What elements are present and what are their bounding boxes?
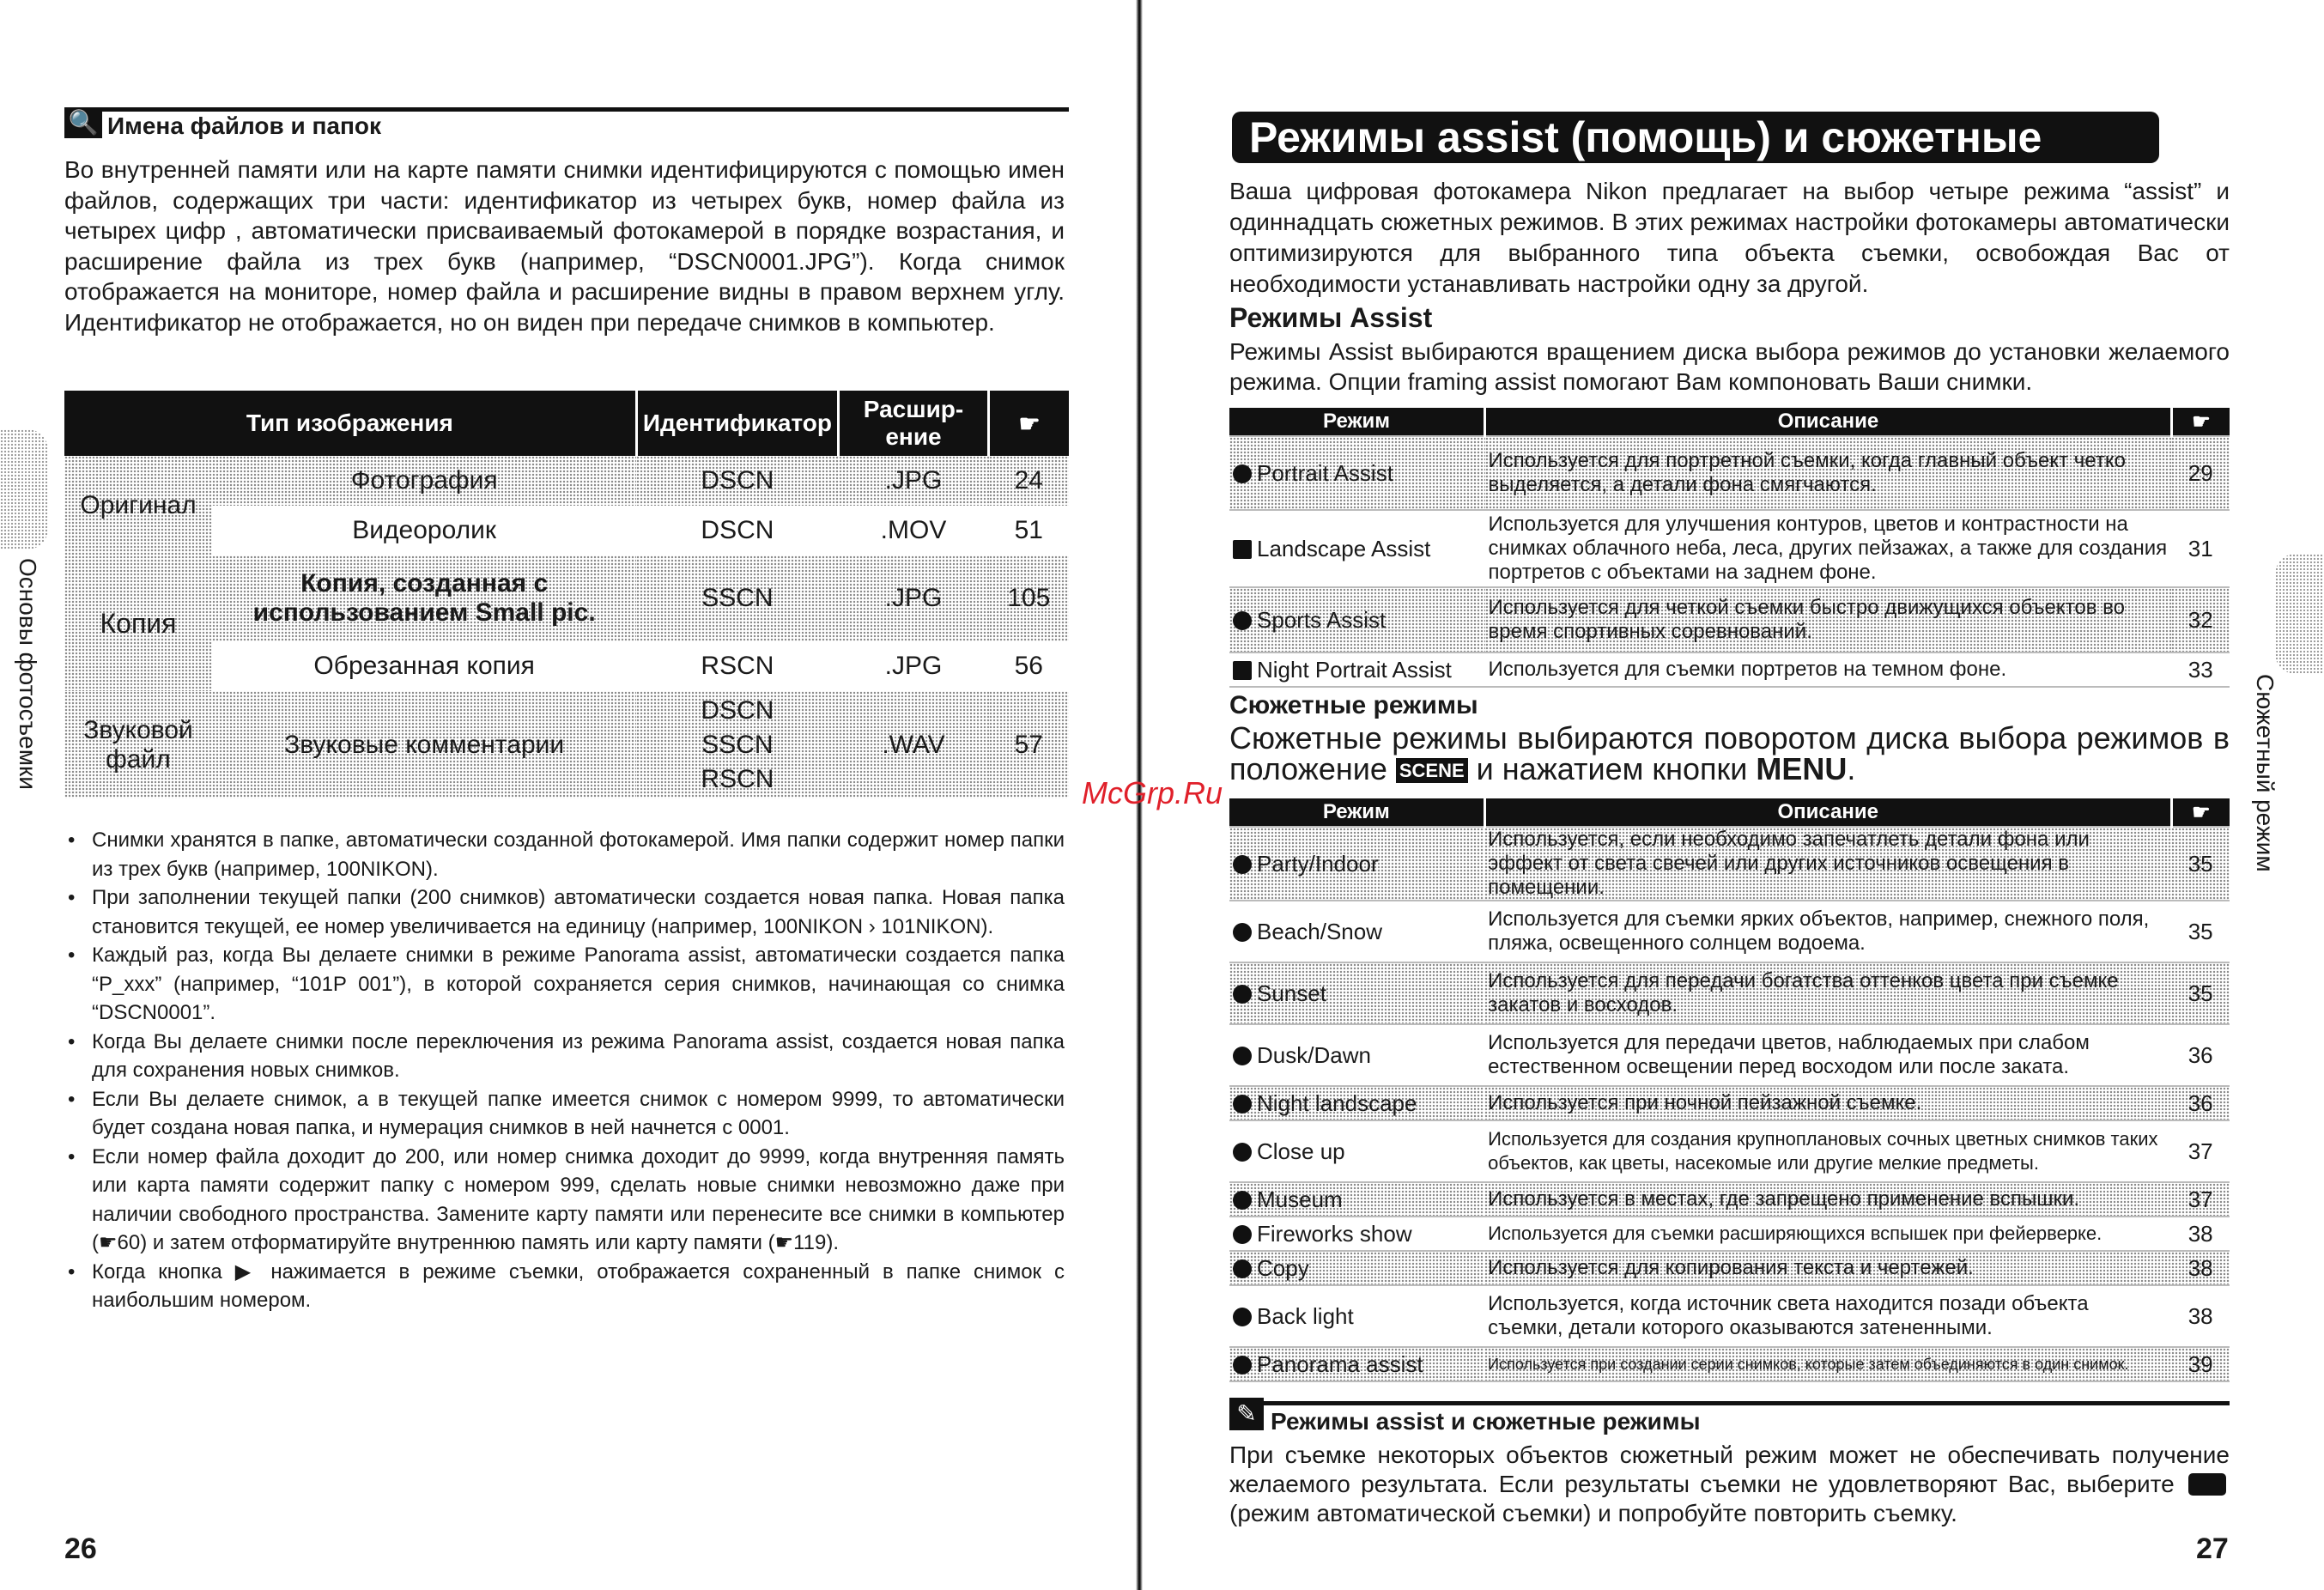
table-row xyxy=(1229,652,2230,687)
mode-name: Close up xyxy=(1257,1138,1345,1164)
scene-description xyxy=(1229,720,2230,786)
table-header-row xyxy=(1229,408,2230,436)
table-row xyxy=(1229,436,2230,510)
list-item: • Когда Вы делаете снимки после переключения из режима Panorama assist, создается новая папка для сохранения новых снимков. xyxy=(64,1028,1065,1085)
page-ref: 35 xyxy=(2187,918,2213,944)
list-item: • Если Вы делаете снимок, а в текущей папке имеется снимок с номером 9999, то автоматически будет создана новая папка, и нумерация снимков в ней начнется с 0001. xyxy=(64,1085,1065,1143)
mode-name: Beach/Snow xyxy=(1257,918,1382,944)
group-label: Копия xyxy=(64,555,212,691)
col-header-type: Тип изображения xyxy=(64,391,636,456)
mode-name: Back light xyxy=(1257,1302,1354,1329)
table-row xyxy=(64,506,1069,555)
dusk-dawn-icon xyxy=(1233,1047,1252,1065)
sunset-icon xyxy=(1233,985,1252,1004)
mode-description: Используется для передачи цветов, наблюдаемых при слабом естественном освещении перед восходом или после заката. xyxy=(1488,1031,2090,1078)
mode-description: Используется для съемки расширяющихся вспышек при фейерверке. xyxy=(1488,1223,2103,1244)
table-row xyxy=(1229,1251,2230,1285)
mode-description: Используется в местах, где запрещено применение вспышки. xyxy=(1484,1182,2171,1217)
assist-modes-table xyxy=(1229,408,2230,688)
mode-description: Используется для создания крупноплановых сочных цветных снимков таких объектов, как цветы, насекомые или другие мелкие предметы. xyxy=(1488,1128,2158,1174)
col-header-page: ☛ xyxy=(989,391,1070,456)
table-row xyxy=(1229,901,2230,962)
id-cell: RSCN xyxy=(701,652,774,680)
mode-description: Используется, если необходимо запечатлеть детали фона или эффект от света свечей или других источников освещения в помещении. xyxy=(1484,827,2171,901)
page-cell: 57 xyxy=(989,691,1070,798)
page-number: 27 xyxy=(2196,1532,2229,1565)
ext-cell: .JPG xyxy=(884,652,943,680)
page-ref: 38 xyxy=(2187,1220,2213,1247)
table-row xyxy=(1229,827,2230,901)
table-row xyxy=(1229,1285,2230,1347)
page-ref: 35 xyxy=(2171,827,2230,901)
page-ref: 31 xyxy=(2187,535,2213,561)
table-row xyxy=(64,691,1069,798)
header-rule xyxy=(1229,1401,2230,1405)
thumb-tab xyxy=(0,429,48,549)
scene-heading: Сюжетные режимы xyxy=(1229,691,1478,719)
table-row xyxy=(1229,1120,2230,1182)
note-paragraph xyxy=(1229,1441,2230,1528)
sports-icon xyxy=(1233,611,1252,630)
page-ref: 32 xyxy=(2171,587,2230,652)
table-row xyxy=(1229,587,2230,652)
section-header-file-names xyxy=(64,107,1069,142)
page-ref: 37 xyxy=(2171,1182,2230,1217)
ext-cell: .WAV xyxy=(839,691,989,798)
left-page xyxy=(0,0,1133,1590)
scene-desc-text: и нажатием кнопки xyxy=(1467,751,1757,786)
mode-name: Dusk/Dawn xyxy=(1257,1041,1371,1068)
auto-mode-camera-icon xyxy=(2188,1473,2226,1496)
intro-paragraph: Во внутренней памяти или на карте памяти снимки идентифицируются с помощью имен файлов, содержащих три части: идентификатор из четырех букв, номер файла из четырех цифр , автоматически присваиваемый фотокамерой в порядке возрастания, и расширение файла из трех букв (например, “DSCN0001.JPG”). Когда снимок отображается на мониторе, номер файла и расширение видны в правом верхнем углу. Идентификатор не отображается, но он виден при передаче снимков в компьютер. xyxy=(64,156,1065,336)
page-ref: 29 xyxy=(2171,436,2230,510)
mode-description: Используется при создании серии снимков, которые затем объединяются в один снимок. xyxy=(1484,1347,2171,1381)
mode-name: Portrait Assist xyxy=(1257,459,1393,486)
thumb-tab xyxy=(2275,554,2323,674)
mode-description: Используется для съемки портретов на темном фоне. xyxy=(1488,658,2007,681)
page-number: 26 xyxy=(64,1532,97,1565)
page-ref: 33 xyxy=(2187,656,2213,683)
mode-name: Panorama assist xyxy=(1257,1350,1423,1377)
list-item: • Снимки хранятся в папке, автоматически созданной фотокамерой. Имя папки содержит номер папки из трех букв (например, 100NIKON). xyxy=(64,826,1065,883)
close-up-icon xyxy=(1233,1143,1252,1162)
type-cell: Видеоролик xyxy=(352,516,497,544)
mode-description: Используется для съемки ярких объектов, например, снежного поля, пляжа, освещенного солнцем водоема. xyxy=(1488,907,2150,955)
id-cell: DSCN xyxy=(636,456,838,506)
assist-heading: Режимы Assist xyxy=(1229,302,1433,333)
id-cell: SSCN xyxy=(636,555,838,641)
table-row xyxy=(1229,1347,2230,1381)
page-ref: 36 xyxy=(2187,1041,2213,1068)
mode-name: Sunset xyxy=(1257,980,1326,1006)
col-header-mode: Режим xyxy=(1229,408,1485,436)
mode-description: Используется, когда источник света находится позади объекта съемки, детали которого оказываются затененными. xyxy=(1488,1292,2089,1339)
page-ref: 37 xyxy=(2187,1138,2213,1164)
group-label: Звуковой файл xyxy=(64,691,212,798)
table-row xyxy=(1229,962,2230,1024)
museum-icon xyxy=(1233,1191,1252,1210)
pencil-note-icon: ✎ xyxy=(1229,1398,1264,1430)
mode-name: Museum xyxy=(1257,1186,1343,1212)
page-ref: 39 xyxy=(2171,1347,2230,1381)
table-header-row xyxy=(64,391,1069,456)
mode-name: Fireworks show xyxy=(1257,1220,1412,1247)
mode-description: Используется для передачи богатства оттенков цвета при съемке закатов и восходов. xyxy=(1484,962,2171,1024)
table-row xyxy=(64,456,1069,506)
copy-icon xyxy=(1233,1259,1252,1278)
mode-description: Используется при ночной пейзажной съемке. xyxy=(1484,1086,2171,1120)
page-cell: 51 xyxy=(1014,516,1043,544)
page-ref: 38 xyxy=(2171,1251,2230,1285)
scene-modes-table xyxy=(1229,798,2230,1382)
page-cell: 24 xyxy=(989,456,1070,506)
note-title: Режимы assist и сюжетные режимы xyxy=(1271,1408,1711,1435)
party-icon xyxy=(1233,855,1252,874)
page-ref: 38 xyxy=(2187,1302,2213,1329)
ext-cell: .JPG xyxy=(839,456,989,506)
list-item: • При заполнении текущей папки (200 снимков) автоматически создается новая папка. Новая папка становится текущей, ее номер увеличивается на единицу (например, 100NIKON › 101NIKON). xyxy=(64,883,1065,941)
page-title: Режимы assist (помощь) и сюжетные xyxy=(1232,112,2159,163)
ext-cell: .JPG xyxy=(839,555,989,641)
id-cell: DSCN xyxy=(701,516,774,544)
mode-description: Используется для портретной съемки, когда главный объект четко выделяется, а детали фона смягчаются. xyxy=(1485,436,2172,510)
page-ref: 36 xyxy=(2171,1086,2230,1120)
watermark: McGrp.Ru xyxy=(1082,775,1223,810)
scene-desc-text: Сюжетные режимы выбираются поворотом диска выбора режимов в положение xyxy=(1229,720,2230,786)
night-portrait-icon xyxy=(1233,661,1252,680)
table-row xyxy=(64,641,1069,691)
col-header-mode: Режим xyxy=(1229,798,1484,827)
table-row xyxy=(1229,1086,2230,1120)
scene-mode-badge: SCENE xyxy=(1396,758,1468,783)
panorama-icon xyxy=(1233,1356,1252,1375)
assist-description: Режимы Assist выбираются вращением диска выбора режимов до установки желаемого режима. Опции framing assist помогают Вам компоновать Ваши снимки. xyxy=(1229,338,2230,395)
section-header-note xyxy=(1229,1398,2230,1435)
section-title: Имена файлов и папок xyxy=(107,112,391,140)
note-text: (режим автоматической съемки) и попробуйте повторить съемку. xyxy=(1229,1500,1957,1526)
note-text: При съемке некоторых объектов сюжетный режим может не обеспечивать получение желаемого результата. Если результаты съемки не удовлетворяют Вас, выберите xyxy=(1229,1441,2230,1497)
menu-button-label: MENU xyxy=(1756,751,1848,786)
table-row xyxy=(1229,1024,2230,1086)
page-ref: 35 xyxy=(2171,962,2230,1024)
col-header-page: ☛ xyxy=(2171,798,2230,827)
id-cell: DSCN SSCN RSCN xyxy=(636,691,838,798)
mode-name: Night landscape xyxy=(1257,1089,1417,1116)
col-header-desc: Описание xyxy=(1485,408,2172,436)
table-header-row xyxy=(1229,798,2230,827)
mode-description: Используется для улучшения контуров, цветов и контрастности на снимках облачного неба, леса, других пейзажах, а также для создания портретов с объектами на заднем фоне. xyxy=(1488,513,2168,584)
type-cell: Обрезанная копия xyxy=(313,652,535,680)
list-item: • Когда кнопка ▶ нажимается в режиме съемки, отображается сохраненный в папке снимок с наибольшим номером. xyxy=(64,1258,1065,1315)
mode-name: Sports Assist xyxy=(1257,606,1387,633)
mode-name: Night Portrait Assist xyxy=(1257,656,1452,683)
ext-cell: .MOV xyxy=(880,516,947,544)
side-chapter-label: Сюжетный режим xyxy=(2252,674,2278,872)
col-header-ext: Расшир-ение xyxy=(839,391,989,456)
landscape-icon xyxy=(1233,540,1252,559)
page-cell: 105 xyxy=(989,555,1070,641)
mode-description: Используется для копирования текста и чертежей. xyxy=(1484,1251,2171,1285)
table-row xyxy=(64,555,1069,641)
list-item: • Каждый раз, когда Вы делаете снимки в режиме Panorama assist, автоматически создается папка “P_xxx” (например, “101P 001”), в которой сохраняется серия снимков, начинающая со снимка “DSCN0001”. xyxy=(64,941,1065,1028)
back-light-icon xyxy=(1233,1308,1252,1326)
col-header-id: Идентификатор xyxy=(636,391,838,456)
intro-paragraph: Ваша цифровая фотокамера Nikon предлагает на выбор четыре режима “assist” и одиннадцать сюжетных режимов. В этих режимах настройки фотокамеры автоматически оптимизируются для выбранного типа объекта съемки, освобождая Вас от необходимости устанавливать настройки одну за другой. xyxy=(1229,178,2230,297)
col-header-page: ☛ xyxy=(2171,408,2230,436)
magnifier-note-icon: 🔍 xyxy=(64,107,102,138)
col-header-desc: Описание xyxy=(1484,798,2171,827)
fireworks-icon xyxy=(1233,1225,1252,1244)
type-cell: Копия, созданная с использованием Small pic. xyxy=(212,555,636,641)
type-cell: Фотография xyxy=(212,456,636,506)
group-label: Оригинал xyxy=(64,456,212,555)
portrait-icon xyxy=(1233,464,1252,483)
table-row xyxy=(1229,1182,2230,1217)
scene-desc-text: . xyxy=(1847,751,1856,786)
mode-name: Copy xyxy=(1257,1254,1309,1281)
file-type-table xyxy=(64,391,1069,798)
page-cell: 56 xyxy=(1014,652,1043,680)
type-cell: Звуковые комментарии xyxy=(212,691,636,798)
list-item: • Если номер файла доходит до 200, или номер снимка доходит до 9999, когда внутренняя память или карта памяти содержит папку с номером 999, сделать новые снимки невозможно даже при наличии свободного пространства. Замените карту памяти или перенесите все снимки в компьютер (☛60) и затем отформатируйте внутреннюю память или карту памяти (☛119). xyxy=(64,1143,1065,1258)
table-row xyxy=(1229,510,2230,587)
beach-snow-icon xyxy=(1233,923,1252,942)
mode-name: Party/Indoor xyxy=(1257,850,1379,877)
mode-name: Landscape Assist xyxy=(1257,535,1431,561)
table-row xyxy=(1229,1217,2230,1251)
notes-list xyxy=(64,826,1065,1315)
header-rule xyxy=(64,107,1069,112)
night-landscape-icon xyxy=(1233,1095,1252,1114)
side-chapter-label: Основы фотосъемки xyxy=(15,558,41,790)
mode-description: Используется для четкой съемки быстро движущихся объектов во время спортивных соревнований. xyxy=(1485,587,2172,652)
